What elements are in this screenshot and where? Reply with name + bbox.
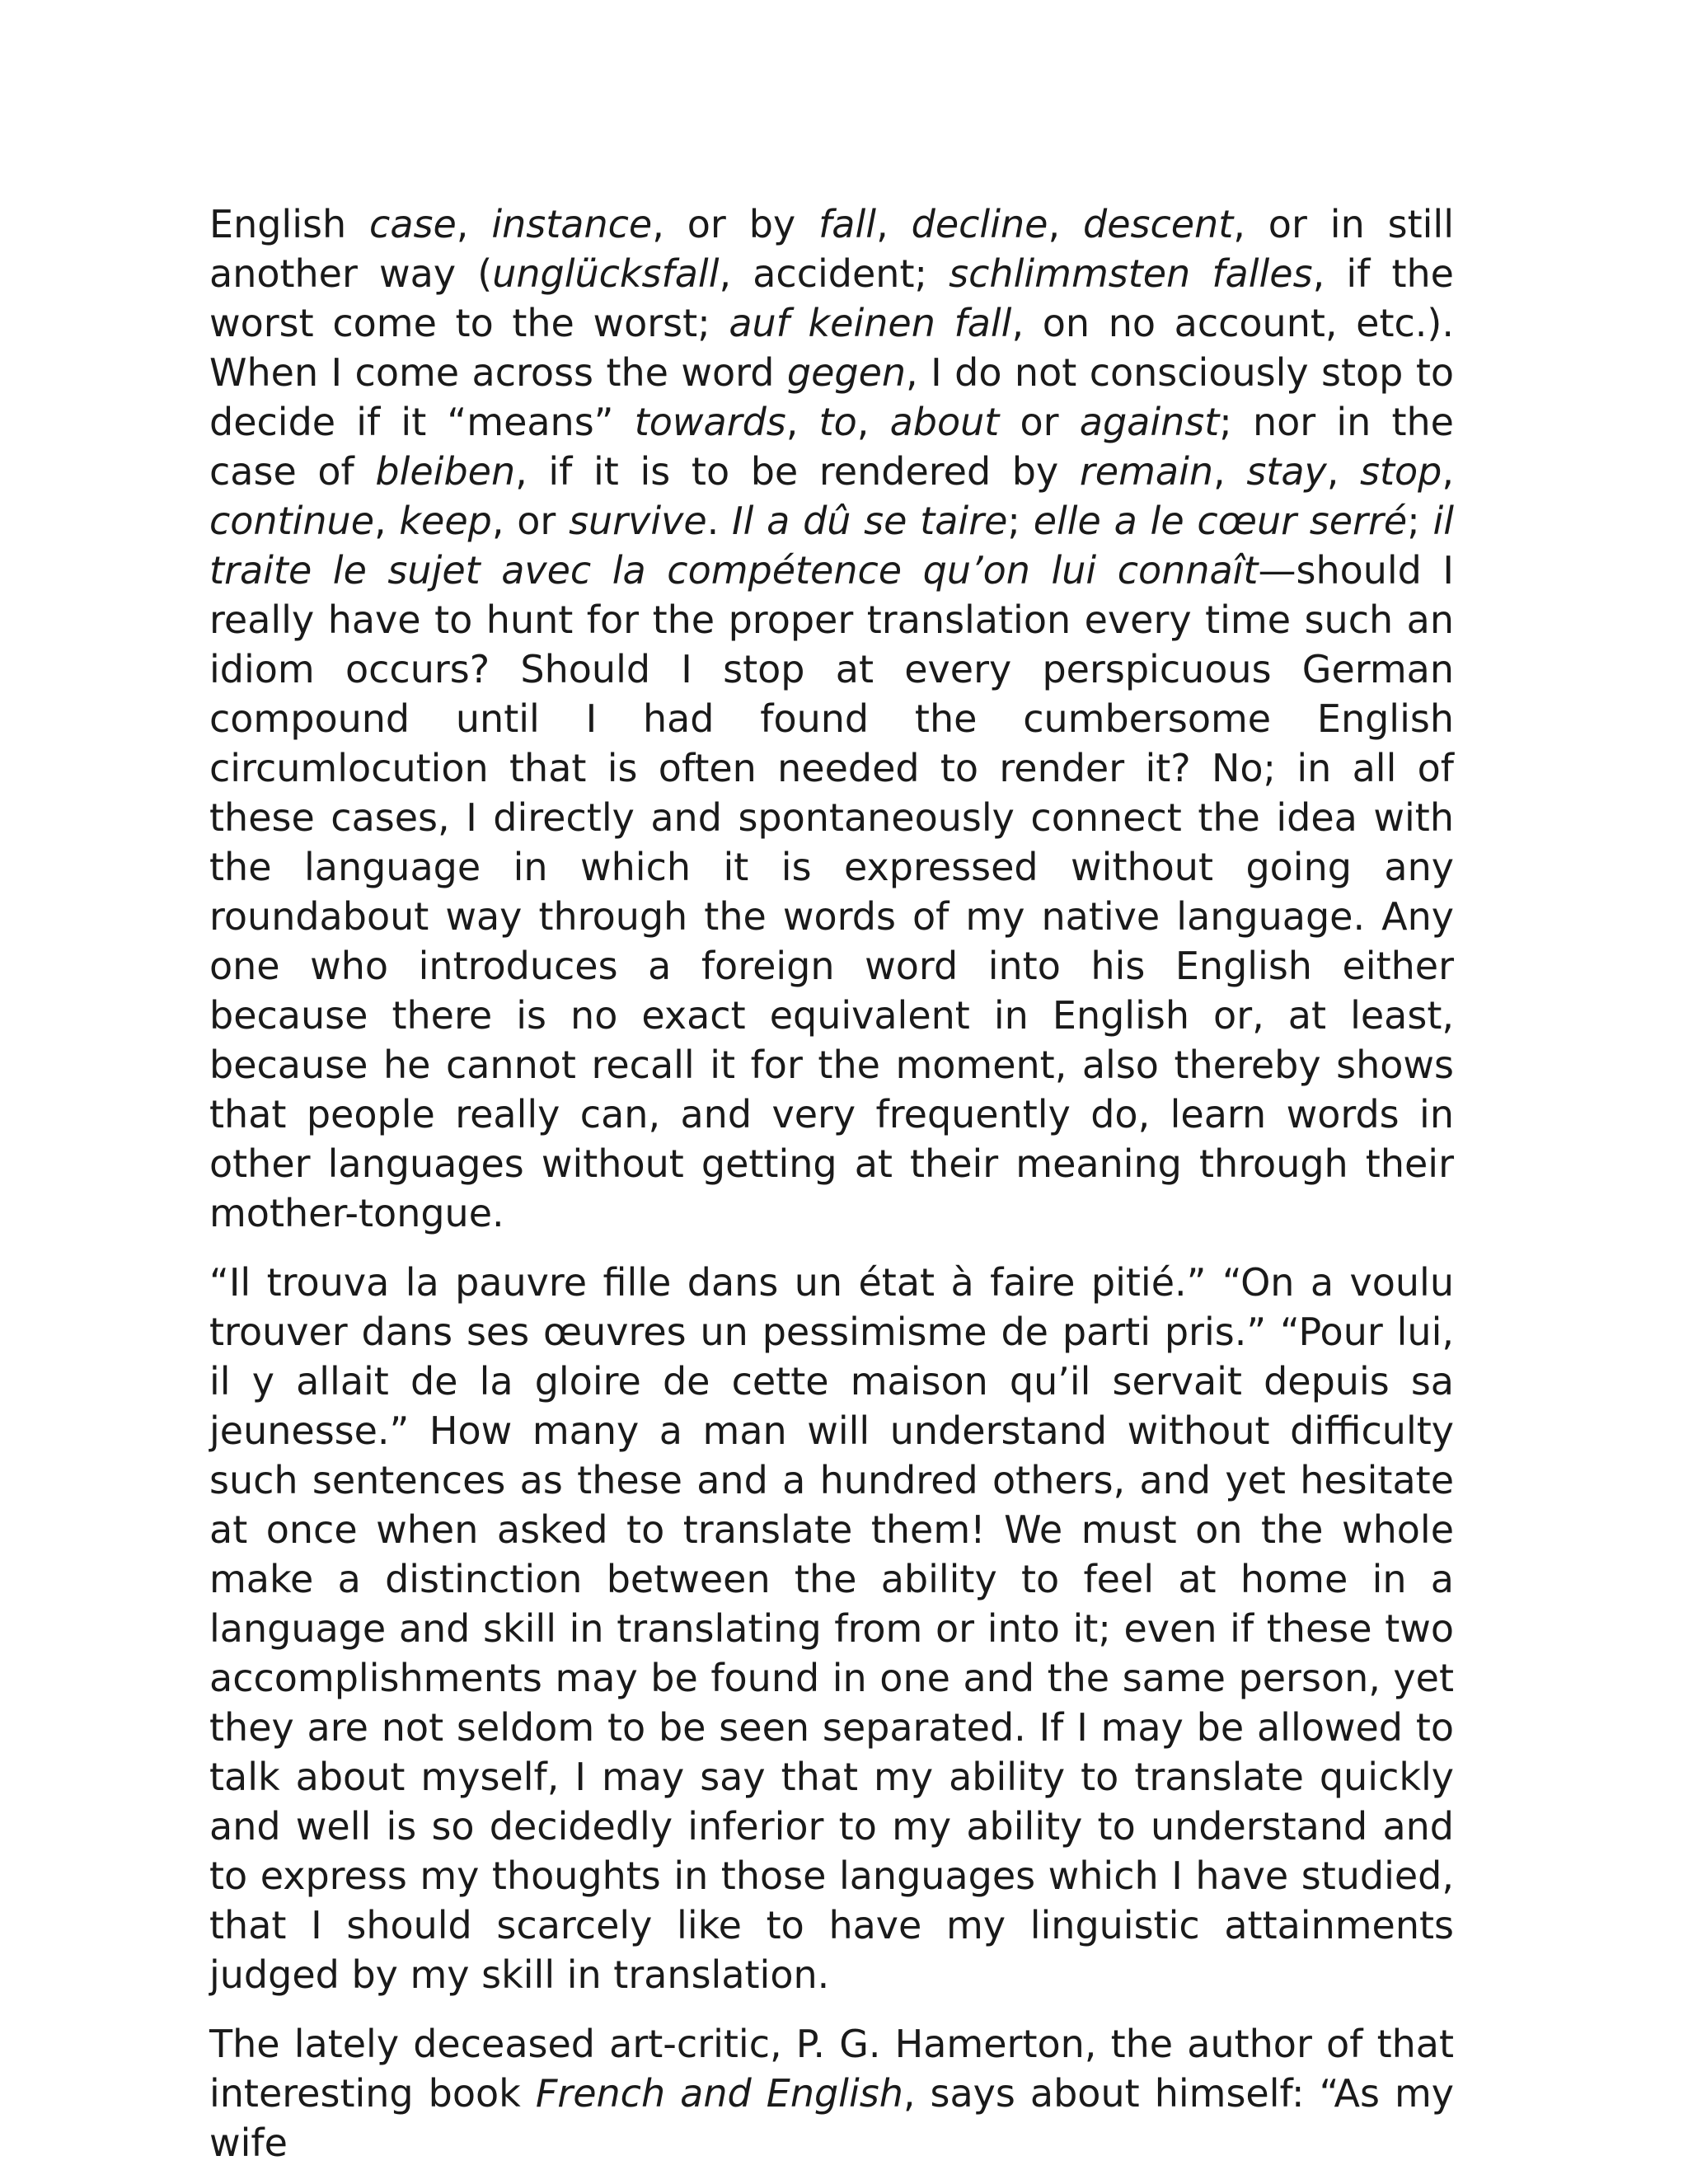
- text-run: , if it is to be rendered by: [515, 449, 1080, 494]
- italic-phrase: gegen: [786, 350, 907, 395]
- text-run: ,: [1442, 449, 1455, 494]
- text-run: , accident;: [719, 251, 950, 296]
- text-run: ,: [1048, 202, 1083, 246]
- text-run: , says about himself: “As my wife: [209, 2071, 1455, 2165]
- italic-phrase: about: [889, 400, 1000, 444]
- italic-phrase: stay: [1246, 449, 1327, 494]
- italic-phrase: fall: [818, 202, 877, 246]
- italic-phrase: instance: [491, 202, 653, 246]
- italic-phrase: schlimmsten falles: [949, 251, 1313, 296]
- italic-phrase: to: [818, 400, 857, 444]
- italic-phrase: auf keinen fall: [729, 301, 1012, 345]
- text-run: ,: [876, 202, 912, 246]
- italic-phrase: French and English: [535, 2071, 903, 2116]
- italic-phrase: survive: [569, 499, 707, 543]
- text-run: or: [999, 400, 1080, 444]
- text-run: , on no account, etc.). When I come across the word: [209, 301, 1454, 395]
- italic-phrase: stop: [1360, 449, 1442, 494]
- text-run: ,: [1326, 449, 1361, 494]
- text-run: , or: [491, 499, 570, 543]
- text-run: —should I really have to hunt for the proper translation every time such an idiom occurs? Should I stop at every perspicuous German compound until I had found the cumbersome English circumlocution that is often needed to render it? No; in all of these cases, I directly and spontaneously connect the idea with the language in which it is expressed without going any roundabout way through the words of my native language. Any one who introduces a foreign word into his English either because there is no exact equivalent in English or, at least, because he cannot recall it for the moment, also thereby shows that people really can, and very frequently do, learn words in other languages without getting at their meaning through their mother-tongue.: [209, 548, 1454, 1235]
- text-run: ;: [1007, 499, 1034, 543]
- text-run: ,: [456, 202, 492, 246]
- italic-phrase: Il a dû se taire: [732, 499, 1008, 543]
- italic-phrase: elle a le cœur serré: [1033, 499, 1408, 543]
- text-run: ;: [1407, 499, 1433, 543]
- italic-phrase: keep: [399, 499, 492, 543]
- page-body: [209, 199, 1454, 2168]
- text-run: ,: [785, 400, 819, 444]
- text-run: “Il trouva la pauvre fille dans un état à faire pitié.” “On a voulu trouver dans ses œuvres un pessimisme de parti pris.” “Pour lui, il y allait de la gloire de cette maison qu’il servait depuis sa jeunesse.” How many a man will understand without difficulty such sentences as these and a hundred others, and yet hesitate at once when asked to translate them! We must on the whole make a distinction between the ability to feel at home in a language and skill in translating from or into it; even if these two accomplishments may be found in one and the same person, yet they are not seldom to be seen separated. If I may be allowed to talk about myself, I may say that my ability to translate quickly and well is so decidedly inferior to my ability to understand and to express my thoughts in those languages which I have studied, that I should scarcely like to have my linguistic attainments judged by my skill in translation.: [209, 1260, 1454, 1997]
- italic-phrase: towards: [634, 400, 786, 444]
- italic-phrase: decline: [911, 202, 1048, 246]
- text-run: ,: [856, 400, 890, 444]
- italic-phrase: case: [369, 202, 457, 246]
- text-run: ; nor in the case of: [209, 400, 1454, 494]
- italic-phrase: unglücksfall: [492, 251, 720, 296]
- text-run: ,: [374, 499, 400, 543]
- italic-phrase: remain: [1079, 449, 1214, 494]
- text-run: , or in still another way (: [209, 202, 1454, 296]
- text-run: , I do not consciously stop to decide if it “means”: [209, 350, 1454, 444]
- italic-phrase: descent: [1083, 202, 1234, 246]
- paragraph: [209, 1258, 1454, 1999]
- text-run: , if the worst come to the worst;: [209, 251, 1454, 345]
- italic-phrase: bleiben: [375, 449, 516, 494]
- italic-phrase: continue: [209, 499, 375, 543]
- paragraph: [209, 199, 1454, 1238]
- italic-phrase: against: [1079, 400, 1220, 444]
- text-run: .: [706, 499, 733, 543]
- text-run: The lately deceased art-critic, P. G. Hamerton, the author of that interesting book: [209, 2022, 1454, 2116]
- text-run: , or by: [652, 202, 819, 246]
- italic-phrase: il traite le sujet avec la compétence qu’on lui connaît: [209, 499, 1455, 593]
- paragraph: [209, 2019, 1454, 2168]
- text-run: English: [209, 202, 370, 246]
- text-run: ,: [1213, 449, 1247, 494]
